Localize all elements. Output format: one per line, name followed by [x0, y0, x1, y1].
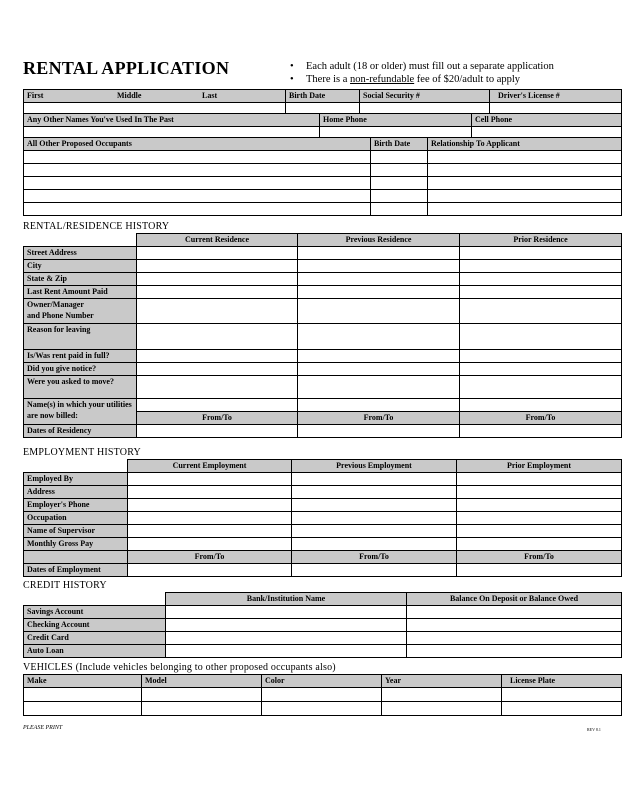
from-to-label: From/To — [137, 412, 298, 425]
credit-card-label: Credit Card — [24, 632, 166, 645]
rental-history-table — [23, 233, 622, 438]
occupants-header: All Other Proposed Occupants — [24, 138, 371, 151]
col-license-plate: License Plate — [502, 675, 622, 688]
vehicle-field[interactable] — [502, 702, 622, 716]
occupant-birth-field[interactable] — [371, 203, 428, 216]
occupant-birth-header: Birth Date — [371, 138, 428, 151]
vehicle-field[interactable] — [502, 688, 622, 702]
col-color: Color — [262, 675, 382, 688]
checking-label: Checking Account — [24, 619, 166, 632]
rental-field[interactable] — [137, 399, 298, 412]
contact-table — [23, 113, 622, 140]
employment-field[interactable] — [128, 564, 292, 577]
reason-label: Reason for leaving — [24, 324, 137, 350]
instruction-text: Each adult (18 or older) must fill out a separate application — [306, 61, 554, 72]
rental-field[interactable] — [137, 273, 298, 286]
employment-history-table — [23, 459, 622, 577]
license-header: Driver's License # — [490, 90, 622, 103]
rental-field[interactable] — [298, 350, 460, 363]
occupant-name-field[interactable] — [24, 151, 371, 164]
owner-manager-label — [24, 299, 137, 324]
occupant-relationship-field[interactable] — [428, 203, 622, 216]
asked-move-label: Were you asked to move? — [24, 376, 137, 399]
employment-field[interactable] — [292, 499, 457, 512]
rental-field[interactable] — [137, 286, 298, 299]
rental-field[interactable] — [460, 247, 622, 260]
employment-field[interactable] — [292, 512, 457, 525]
rental-field[interactable] — [298, 273, 460, 286]
vehicle-field[interactable] — [24, 688, 142, 702]
instruction-item — [288, 60, 554, 73]
employment-field[interactable] — [128, 525, 292, 538]
vehicle-field[interactable] — [262, 702, 382, 716]
employment-field[interactable] — [292, 538, 457, 551]
from-to-label: From/To — [298, 412, 460, 425]
occupation-label: Occupation — [24, 512, 128, 525]
rental-field[interactable] — [460, 399, 622, 412]
dates-employment-label: Dates of Employment — [24, 564, 128, 577]
col-current-employment: Current Employment — [128, 460, 292, 473]
corner-blank — [24, 593, 166, 606]
rental-field[interactable] — [460, 363, 622, 376]
rental-field[interactable] — [460, 260, 622, 273]
paid-full-label: Is/Was rent paid in full? — [24, 350, 137, 363]
owner-line: Owner/Manager — [27, 300, 84, 309]
employment-history-heading: EMPLOYMENT HISTORY — [23, 447, 141, 458]
occupant-birth-field[interactable] — [371, 190, 428, 203]
owner-line: and Phone Number — [27, 311, 94, 320]
credit-field[interactable] — [166, 645, 407, 658]
savings-label: Savings Account — [24, 606, 166, 619]
vehicle-field[interactable] — [382, 702, 502, 716]
rental-field[interactable] — [298, 324, 460, 350]
rental-field[interactable] — [298, 299, 460, 324]
occupant-relationship-field[interactable] — [428, 164, 622, 177]
employment-field[interactable] — [128, 538, 292, 551]
employment-field[interactable] — [128, 512, 292, 525]
instruction-text: There is a — [306, 74, 351, 85]
credit-field[interactable] — [166, 606, 407, 619]
credit-field[interactable] — [166, 619, 407, 632]
from-to-label: From/To — [460, 412, 622, 425]
notice-label: Did you give notice? — [24, 363, 137, 376]
rental-field[interactable] — [460, 324, 622, 350]
rental-field[interactable] — [137, 247, 298, 260]
employment-field[interactable] — [457, 538, 622, 551]
vehicles-heading: VEHICLES (Include vehicles belonging to other proposed occupants also) — [23, 662, 336, 673]
rental-field[interactable] — [298, 376, 460, 399]
instruction-underlined: non-refundable — [350, 74, 415, 85]
vehicle-field[interactable] — [382, 688, 502, 702]
col-year: Year — [382, 675, 502, 688]
gross-pay-label: Monthly Gross Pay — [24, 538, 128, 551]
dates-residency-label: Dates of Residency — [24, 425, 137, 438]
employment-field[interactable] — [457, 499, 622, 512]
rental-field[interactable] — [137, 363, 298, 376]
middle-label: Middle — [117, 91, 142, 100]
employment-field[interactable] — [128, 486, 292, 499]
occupants-table — [23, 137, 622, 216]
utilities-label: Name(s) in which your utilities are now billed: — [24, 399, 137, 425]
supervisor-label: Name of Supervisor — [24, 525, 128, 538]
relationship-header: Relationship To Applicant — [428, 138, 622, 151]
first-label: First — [27, 91, 44, 100]
occupant-name-field[interactable] — [24, 177, 371, 190]
from-to-label: From/To — [457, 551, 622, 564]
credit-history-heading: CREDIT HISTORY — [23, 580, 107, 591]
rental-field[interactable] — [460, 299, 622, 324]
employment-field[interactable] — [457, 473, 622, 486]
last-rent-label: Last Rent Amount Paid — [24, 286, 137, 299]
home-phone-header: Home Phone — [320, 114, 472, 127]
credit-history-table — [23, 592, 622, 658]
col-previous-residence: Previous Residence — [298, 234, 460, 247]
occupant-name-field[interactable] — [24, 203, 371, 216]
col-current-residence: Current Residence — [137, 234, 298, 247]
col-prior-employment: Prior Employment — [457, 460, 622, 473]
employment-field[interactable] — [128, 499, 292, 512]
employment-field[interactable] — [457, 512, 622, 525]
employment-field[interactable] — [457, 486, 622, 499]
col-make: Make — [24, 675, 142, 688]
col-balance: Balance On Deposit or Balance Owed — [407, 593, 622, 606]
occupant-relationship-field[interactable] — [428, 151, 622, 164]
col-model: Model — [142, 675, 262, 688]
employer-phone-label: Employer's Phone — [24, 499, 128, 512]
rental-field[interactable] — [460, 286, 622, 299]
city-label: City — [24, 260, 137, 273]
rental-field[interactable] — [298, 425, 460, 438]
rental-field[interactable] — [460, 350, 622, 363]
credit-field[interactable] — [407, 632, 622, 645]
vehicle-field[interactable] — [24, 702, 142, 716]
occupant-birth-field[interactable] — [371, 151, 428, 164]
rental-field[interactable] — [460, 425, 622, 438]
from-to-label: From/To — [128, 551, 292, 564]
instructions — [288, 60, 554, 86]
occupant-name-field[interactable] — [24, 164, 371, 177]
rental-field[interactable] — [137, 299, 298, 324]
rental-field[interactable] — [460, 273, 622, 286]
employment-field[interactable] — [292, 525, 457, 538]
rental-field[interactable] — [137, 350, 298, 363]
rental-field[interactable] — [137, 425, 298, 438]
name-header — [24, 90, 286, 103]
employment-field[interactable] — [128, 473, 292, 486]
credit-field[interactable] — [407, 645, 622, 658]
vehicle-field[interactable] — [262, 688, 382, 702]
ssn-header: Social Security # — [360, 90, 490, 103]
corner-blank — [24, 460, 128, 473]
occupant-birth-field[interactable] — [371, 164, 428, 177]
occupant-relationship-field[interactable] — [428, 177, 622, 190]
rental-history-heading: RENTAL/RESIDENCE HISTORY — [23, 221, 170, 232]
credit-field[interactable] — [407, 619, 622, 632]
rental-field[interactable] — [137, 260, 298, 273]
please-print-note: PLEASE PRINT — [23, 725, 63, 731]
occupant-name-field[interactable] — [24, 190, 371, 203]
employment-field[interactable] — [457, 564, 622, 577]
rental-field[interactable] — [137, 376, 298, 399]
vehicle-field[interactable] — [142, 702, 262, 716]
col-previous-employment: Previous Employment — [292, 460, 457, 473]
instruction-text: fee of $20/adult to apply — [414, 74, 521, 85]
credit-field[interactable] — [407, 606, 622, 619]
employed-by-label: Employed By — [24, 473, 128, 486]
applicant-table — [23, 89, 622, 116]
revision-note: REV 8.1 — [587, 727, 601, 732]
other-names-header: Any Other Names You've Used In The Past — [24, 114, 320, 127]
rental-field[interactable] — [298, 247, 460, 260]
employment-field[interactable] — [292, 564, 457, 577]
employment-field[interactable] — [457, 525, 622, 538]
rental-field[interactable] — [298, 399, 460, 412]
from-to-label: From/To — [292, 551, 457, 564]
credit-field[interactable] — [166, 632, 407, 645]
form-title: RENTAL APPLICATION — [23, 58, 230, 78]
auto-loan-label: Auto Loan — [24, 645, 166, 658]
col-prior-residence: Prior Residence — [460, 234, 622, 247]
rental-field[interactable] — [298, 286, 460, 299]
rental-field[interactable] — [137, 324, 298, 350]
employment-field[interactable] — [292, 473, 457, 486]
birth-date-header: Birth Date — [286, 90, 360, 103]
occupant-birth-field[interactable] — [371, 177, 428, 190]
last-label: Last — [202, 91, 218, 100]
corner-blank — [24, 234, 137, 247]
cell-phone-header: Cell Phone — [472, 114, 622, 127]
street-label: Street Address — [24, 247, 137, 260]
col-bank-name: Bank/Institution Name — [166, 593, 407, 606]
rental-field[interactable] — [298, 260, 460, 273]
occupant-relationship-field[interactable] — [428, 190, 622, 203]
address-label: Address — [24, 486, 128, 499]
vehicles-table — [23, 674, 622, 716]
state-zip-label: State & Zip — [24, 273, 137, 286]
employment-field[interactable] — [292, 486, 457, 499]
instruction-item — [288, 73, 554, 86]
rental-field[interactable] — [460, 376, 622, 399]
vehicle-field[interactable] — [142, 688, 262, 702]
rental-field[interactable] — [298, 363, 460, 376]
gross-pay-continued — [24, 551, 128, 564]
